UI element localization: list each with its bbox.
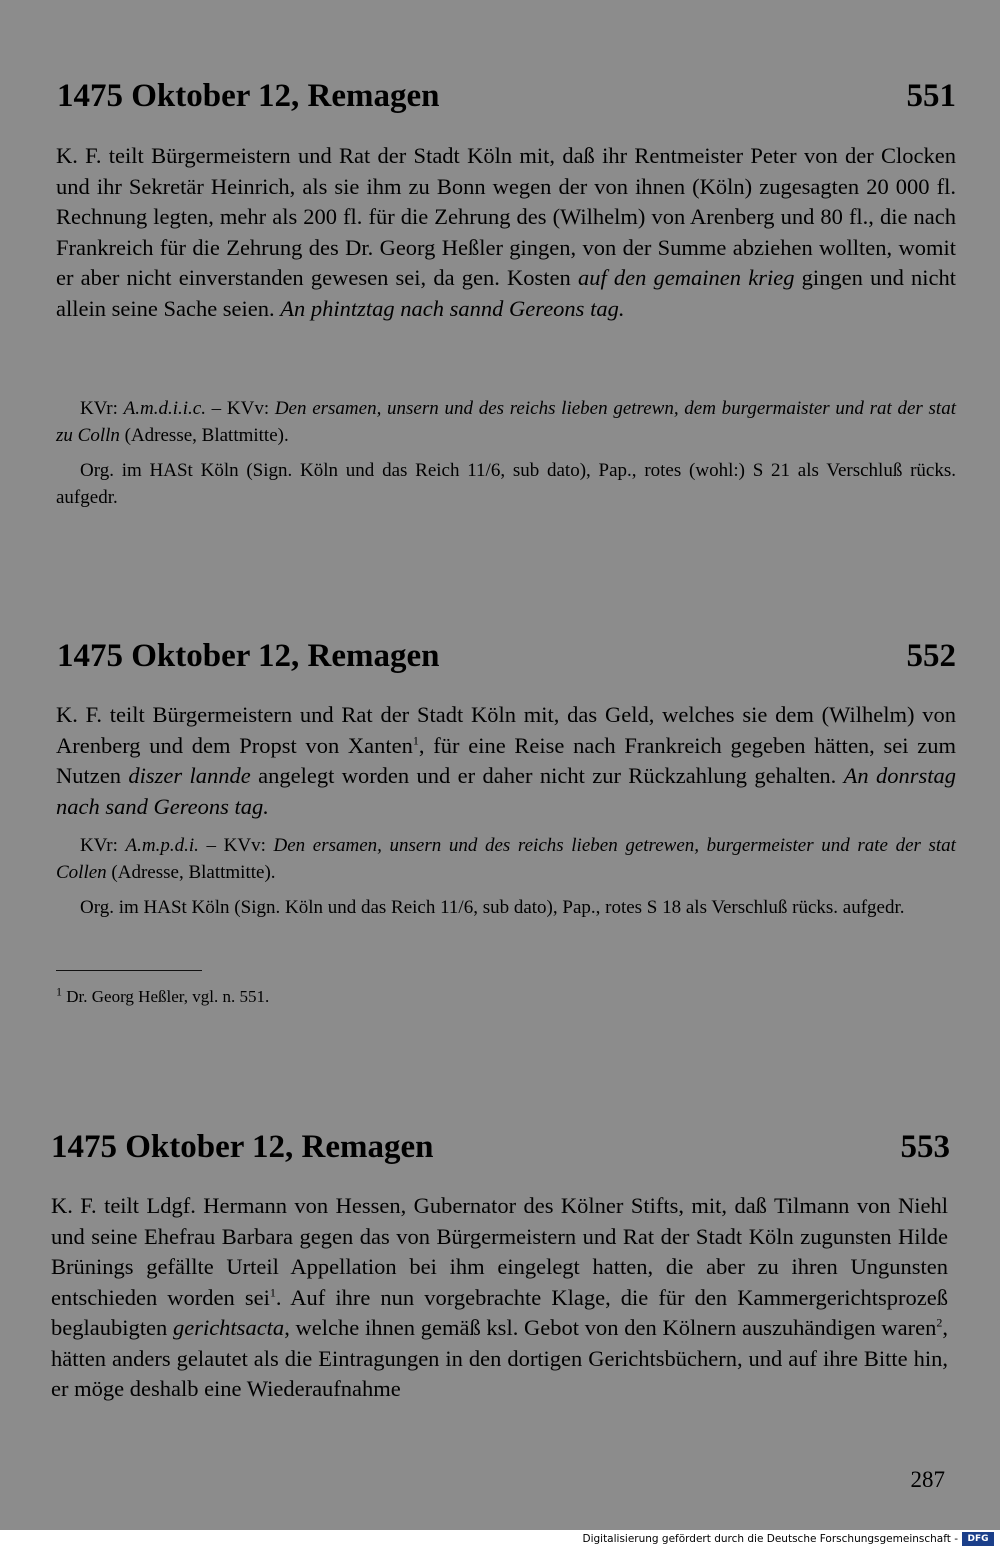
footnote-divider [56,970,202,971]
entry-551-kv: KVr: A.m.d.i.i.c. – KVv: Den ersamen, unsern und des reichs lieben getrewn, dem burgermaister und rat der stat zu Colln (Adresse, Blattmitte). [56,398,956,446]
entry-552-body: K. F. teilt Bürgermeistern und Rat der Stadt Köln mit, das Geld, welches sie dem (Wilhelm) von Arenberg und dem Propst von Xanten$^1$, für eine Reise nach Frankreich gegeben hätten, sei zum Nutzen diszer lannde angelegt worden und er daher nicht zur Rückzahlung gehalten. An donrstag nach sand Gereons tag. [56,702,956,819]
entry-552-kv: KVr: A.m.p.d.i. – KVv: Den ersamen, unsern und des reichs lieben getrewen, burgermeister und rate der stat Collen (Adresse, Blattmitte). [56,835,956,883]
footnote-ref: 1 [412,733,419,747]
entry-553-number: 553 [900,1129,950,1165]
entry-552-footnote: $^1$ Dr. Georg Heßler, vgl. n. 551. [56,984,270,1006]
entry-553-heading: 1475 Oktober 12, Remagen [51,1129,434,1165]
entry-551-heading: 1475 Oktober 12, Remagen [57,78,440,114]
entry-551-notes [56,395,956,511]
page-number: 287 [910,1467,945,1492]
entry-552-notes [56,832,956,921]
entry-553-body: K. F. teilt Ldgf. Hermann von Hessen, Gubernator des Kölner Stifts, mit, daß Tilmann von Niehl und seine Ehefrau Barbara gegen das von Bürgermeistern und Rat der Stadt Köln zugunsten Hilde Brünings gefällte Urteil Appellation bei ihm eingelegt hatten, die aber zu ihren Ungunsten entschieden worden sei$^1$. Auf ihre nun vorgebrachte Klage, die für den Kammergerichtsprozeß beglaubigten gerichtsacta, welche ihnen gemäß ksl. Gebot von den Kölnern auszuhändigen waren$^2$, hätten anders gelautet als die Eintragungen in den dortigen Gerichtsbüchern, und auf ihre Bitte hin, er möge deshalb eine Wiederaufnahme [51,1193,948,1401]
entry-551-number: 551 [906,78,956,114]
dfg-logo-icon: DFG [962,1532,994,1546]
entry-552-org: Org. im HASt Köln (Sign. Köln und das Reich 11/6, sub dato), Pap., rotes S 18 als Verschluß rücks. aufgedr. [80,897,905,918]
entry-551-org: Org. im HASt Köln (Sign. Köln und das Reich 11/6, sub dato), Pap., rotes (wohl:) S 21 als Verschluß rücks. aufgedr. [56,460,956,508]
entry-551-body: K. F. teilt Bürgermeistern und Rat der Stadt Köln mit, daß ihr Rentmeister Peter von der Clocken und ihr Sekretär Heinrich, als sie ihm zu Bonn wegen der von ihnen (Köln) zugesagten 20 000 fl. Rechnung legten, mehr als 200 fl. für die Zehrung des (Wilhelm) von Arenberg und 80 fl., die nach Frankreich für die Zehrung des Dr. Georg Heßler gingen, von der Summe abziehen wollten, womit er aber nicht einverstanden gewesen sei, da gen. Kosten auf den gemainen krieg gingen und nicht allein seine Sache seien. An phintztag nach sannd Gereons tag. [56,143,956,321]
footer-bar [0,1530,1000,1549]
entry-552-number: 552 [906,638,956,674]
footer-credit: Digitalisierung gefördert durch die Deutsche Forschungsgemeinschaft - [582,1533,958,1545]
entry-552-heading: 1475 Oktober 12, Remagen [57,638,440,674]
